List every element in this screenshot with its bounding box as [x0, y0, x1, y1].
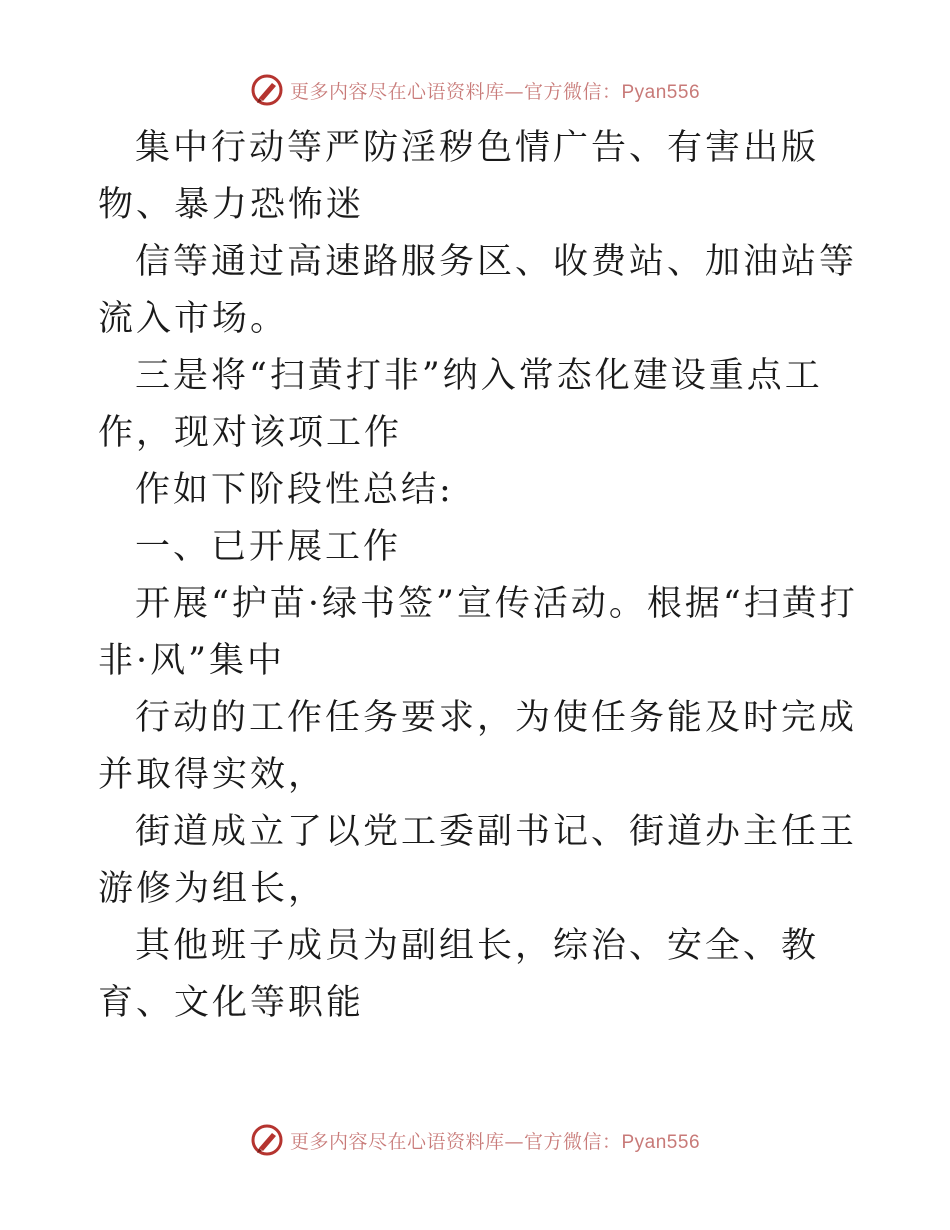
banner-site: 更多内容尽在心语资料库 [289, 1130, 505, 1153]
banner-wechat-id: Pyan556 [621, 1131, 701, 1153]
pen-logo-icon [250, 1123, 284, 1157]
paragraph: 街道成立了以党工委副书记、街道办主任王游修为组长， [98, 812, 858, 909]
paragraph: 作如下阶段性总结: [135, 470, 454, 510]
banner-wechat-label: 官方微信： [523, 80, 622, 103]
section-heading: 一、已开展工作 [135, 527, 402, 567]
banner-text [290, 77, 700, 104]
footer-banner [0, 1120, 950, 1160]
header-banner [0, 70, 950, 110]
document-body [98, 120, 858, 1032]
banner-wechat-label: 官方微信： [523, 1130, 622, 1153]
pen-logo-icon [250, 73, 284, 107]
banner-wechat-id: Pyan556 [621, 81, 701, 103]
banner-dash: — [504, 80, 524, 103]
paragraph: 三是将“扫黄打非”纳入常态化建设重点工作，现对该项工作 [98, 356, 823, 453]
paragraph: 行动的工作任务要求，为使任务能及时完成并取得实效， [98, 698, 858, 795]
banner-text [290, 1127, 700, 1154]
banner-dash: — [504, 1130, 524, 1153]
paragraph: 其他班子成员为副组长，综治、安全、教育、文化等职能 [98, 926, 820, 1023]
paragraph: 信等通过高速路服务区、收费站、加油站等流入市场。 [98, 242, 858, 339]
banner-site: 更多内容尽在心语资料库 [289, 80, 505, 103]
paragraph: 集中行动等严防淫秽色情广告、有害出版物、暴力恐怖迷 [98, 128, 820, 225]
paragraph: 开展“护苗·绿书签”宣传活动。根据“扫黄打非·风”集中 [98, 584, 858, 681]
